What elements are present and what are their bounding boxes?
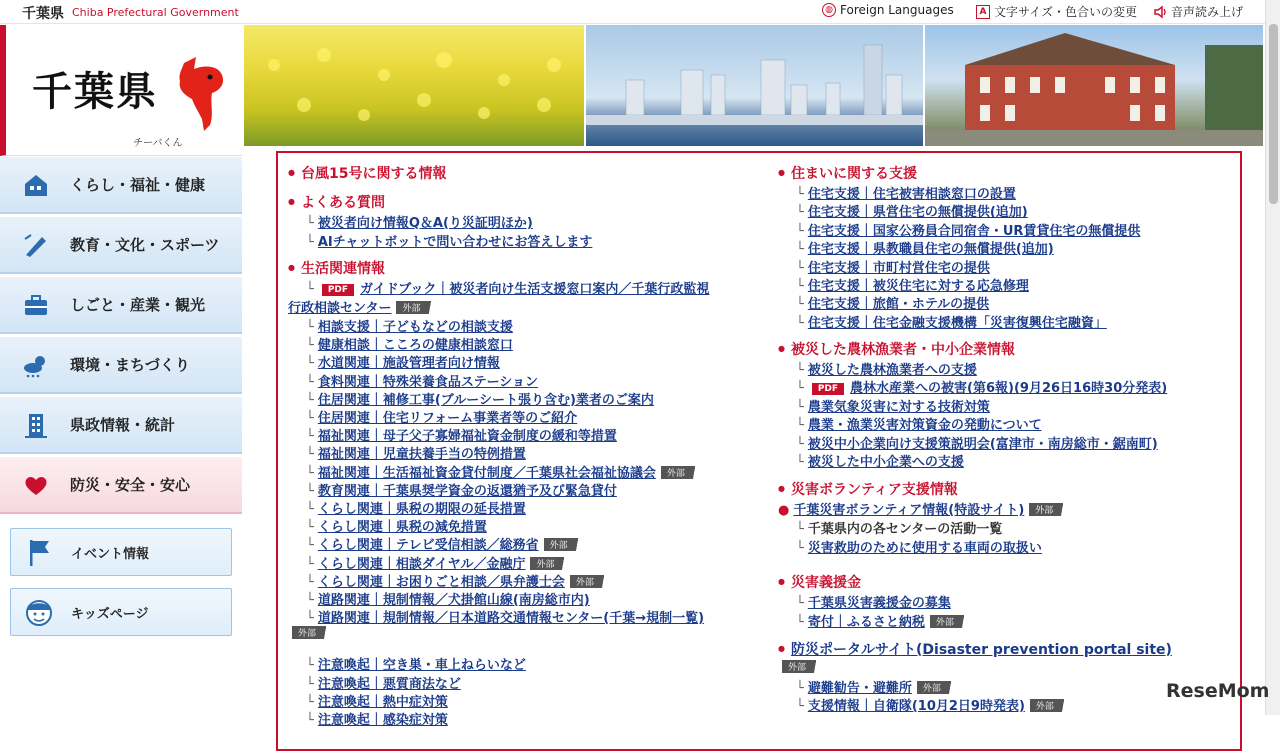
tree-branch: └ [306, 429, 314, 445]
resemom-watermark [1166, 680, 1269, 702]
volunteer-sub-text: 千葉県内の各センターの活動一覧 [807, 522, 1003, 537]
disaster-info-panel [276, 151, 1242, 751]
flag-icon [23, 536, 55, 568]
tree-branch: └ [796, 418, 804, 434]
housing-support-item-link[interactable]: 住宅支援｜国家公務員合同宿舎・UR賃貸住宅の無償提供 [807, 223, 1141, 239]
tree-branch: └ [796, 436, 804, 452]
agri-support-item[interactable] [796, 433, 1158, 452]
life-info-item[interactable] [306, 589, 590, 608]
donation-link[interactable]: 寄付｜ふるさと納税 [807, 615, 925, 630]
globe-icon: ◍ [822, 3, 836, 17]
mascot-name: チーバくん [133, 138, 183, 149]
portal-external [782, 660, 820, 675]
external-badge: 外部 [1030, 699, 1068, 712]
tree-branch: └ [306, 483, 314, 499]
volunteer-site-link[interactable]: 千葉災害ボランティア情報(特設サイト) [793, 503, 1025, 518]
guidebook-item-cont[interactable] [288, 297, 435, 316]
life-info-item-link[interactable]: 道路関連｜規制情報／日本道路交通情報センター(千葉→規制一覧) [317, 611, 705, 627]
portal-item[interactable]: └ 支援情報｜自衛隊(10月2日9時発表) 外部 [796, 695, 1068, 714]
rapeseed-flowers-decoration [244, 25, 584, 146]
life-info-item[interactable] [306, 553, 568, 572]
pdf-badge: PDF [812, 383, 844, 395]
tree-branch: └ [306, 538, 314, 554]
road-info-external [292, 626, 330, 641]
house-icon [22, 171, 50, 199]
red-brick-building-decoration [925, 25, 1263, 146]
faq-link[interactable]: 被災者向け情報Q＆A(り災証明ほか) [317, 216, 533, 231]
life-info-item-link[interactable]: 住居関連｜補修工事(ブルーシート張り含む)業者のご案内 [317, 392, 654, 408]
portal-item[interactable]: └ 避難勧告・避難所 外部 [796, 677, 955, 696]
external-badge: 外部 [1029, 503, 1067, 516]
event-info-button[interactable] [10, 528, 232, 576]
life-info-item[interactable] [306, 534, 582, 553]
volunteer-site-item[interactable]: ● 千葉災害ボランティア情報(特設サイト) 外部 [778, 499, 1067, 518]
life-info-item[interactable] [306, 407, 577, 426]
life-info-item-link[interactable]: 福祉関連｜生活福祉資金貸付制度／千葉県社会福祉協議会 [317, 465, 656, 481]
volunteer-sub-link[interactable]: 災害救助のために使用する車両の取扱い [807, 541, 1042, 556]
rapeseed-field-photo [244, 25, 584, 146]
life-info-item[interactable] [306, 607, 704, 626]
historic-building-photo [925, 25, 1263, 146]
typhoon-info-heading[interactable]: ● 台風15号に関する情報 [288, 163, 446, 183]
tree-branch: └ [796, 223, 804, 239]
life-info-item-link[interactable]: 食料関連｜特殊栄養食品ステーション [317, 374, 539, 390]
city-skyline-photo [586, 25, 923, 146]
tree-branch: └ [796, 297, 804, 313]
pref-name-en: Chiba Prefectural Government [72, 6, 239, 19]
housing-support-item[interactable] [796, 220, 1140, 239]
tree-branch: └ [796, 187, 804, 202]
tree-branch: └ [306, 502, 314, 517]
tree-branch: └ [306, 320, 314, 335]
external-badge: 外部 [530, 557, 568, 570]
life-info-item[interactable] [306, 352, 500, 371]
portal-sub-link[interactable]: 支援情報｜自衛隊(10月2日9時発表) [807, 699, 1025, 714]
housing-support-item[interactable] [796, 293, 989, 312]
event-info-label: イベント情報 [71, 546, 150, 562]
chiba-kun-mascot-icon [174, 55, 226, 133]
life-info-item-link[interactable]: 水道関連｜施設管理者向け情報 [317, 356, 500, 372]
weather-icon [22, 351, 50, 379]
briefcase-icon [22, 291, 50, 319]
agri-support-item-link[interactable]: 被災中小企業向け支援策説明会(富津市・南房総市・鋸南町) [807, 436, 1158, 452]
faq-item[interactable]: └ AIチャットボットで問い合わせにお答えします [306, 235, 593, 250]
tree-branch: └ [306, 556, 314, 572]
watermark-text: ReseMom [1166, 680, 1270, 702]
scrollbar-thumb[interactable] [1269, 24, 1278, 204]
nav-label: しごと・産業・観光 [70, 296, 206, 314]
pdf-badge: PDF [322, 284, 354, 296]
agri-sme-heading: ● 被災した農林漁業者・中小企業情報 [778, 339, 1015, 359]
housing-support-item[interactable] [796, 275, 1029, 294]
donation-item[interactable]: └ 寄付｜ふるさと納税 外部 [796, 611, 968, 630]
foreign-languages-link[interactable] [822, 3, 954, 17]
life-info-item[interactable] [306, 480, 617, 499]
tree-branch: └ [796, 260, 804, 276]
nav-label: 防災・安全・安心 [70, 476, 191, 494]
kid-face-icon [23, 596, 55, 628]
foreign-languages-label: Foreign Languages [840, 3, 954, 17]
volunteer-heading: ● 災害ボランティア支援情報 [778, 479, 958, 499]
external-badge: 外部 [917, 681, 955, 694]
agri-support-item[interactable] [796, 377, 1167, 396]
caution-item[interactable]: └ 注意喚起｜感染症対策 [306, 713, 448, 728]
nav-label: 環境・まちづくり [70, 356, 190, 374]
donation-item[interactable]: └ 千葉県災害義援金の募集 [796, 596, 951, 611]
life-info-item[interactable] [306, 498, 526, 517]
tree-branch: └ [306, 374, 314, 390]
tree-branch: └ [306, 611, 314, 627]
volunteer-sub-item: └ 千葉県内の各センターの活動一覧 [796, 522, 1003, 537]
housing-support-item-link[interactable]: 住宅支援｜被災住宅に対する応急修理 [807, 279, 1029, 294]
portal-link[interactable]: 防災ポータルサイト(Disaster prevention portal site) [790, 642, 1172, 658]
font-size-color-link[interactable] [976, 3, 1137, 20]
pen-icon [22, 231, 50, 259]
donation-link[interactable]: 千葉県災害義援金の募集 [807, 596, 951, 611]
font-size-color-label: 文字サイズ・色合いの変更 [994, 5, 1138, 19]
tree-branch: └ [306, 520, 314, 536]
top-bar [0, 0, 1265, 24]
external-badge: 外部 [661, 466, 699, 479]
kids-page-label: キッズページ [71, 606, 149, 622]
tree-branch: └ [306, 356, 314, 372]
nav-work-industry-tourism[interactable] [0, 276, 242, 334]
agri-support-item-link[interactable]: 農業気象災害に対する技術対策 [807, 399, 990, 415]
housing-support-item-link[interactable]: 住宅支援｜住宅被害相談窓口の設置 [807, 187, 1016, 202]
life-info-item-link[interactable]: くらし関連｜相談ダイヤル／金融庁 [317, 556, 526, 572]
external-badge: 外部 [570, 575, 608, 588]
agri-support-item-link[interactable]: 農林水産業への被害(第6報)(9月26日16時30分発表) [850, 381, 1168, 397]
agri-support-item[interactable] [796, 359, 977, 378]
housing-support-item-link[interactable]: 住宅支援｜住宅金融支援機構「災害復興住宅融資」 [807, 315, 1107, 331]
vertical-scrollbar[interactable] [1265, 0, 1280, 715]
housing-support-item[interactable] [796, 312, 1107, 331]
read-aloud-link[interactable] [1153, 3, 1243, 20]
life-info-item-link[interactable]: 住居関連｜住宅リフォーム事業者等のご紹介 [317, 411, 578, 426]
nav-label: 教育・文化・スポーツ [70, 236, 220, 254]
kids-page-button[interactable] [10, 588, 232, 636]
speaker-icon [1153, 5, 1167, 19]
nav-environment-town[interactable] [0, 336, 242, 394]
tree-branch: └ [796, 381, 804, 397]
housing-support-heading: ● 住まいに関する支援 [778, 163, 917, 183]
external-badge: 外部 [782, 660, 820, 673]
building-icon [22, 411, 50, 439]
faq-heading: ● よくある質問 [288, 192, 385, 212]
nav-label: くらし・福祉・健康 [70, 176, 206, 194]
guidebook-item[interactable]: └ PDF ガイドブック｜被災者向け生活支援窓口案内／千葉行政監視 [306, 282, 710, 297]
housing-support-item[interactable] [796, 238, 1054, 257]
volunteer-sub-item[interactable]: └ 災害救助のために使用する車両の取扱い [796, 541, 1042, 556]
housing-support-item[interactable] [796, 257, 990, 276]
heart-icon [22, 471, 50, 499]
life-info-item-link[interactable]: くらし関連｜お困りごと相談／県弁護士会 [317, 574, 565, 590]
tree-branch: └ [306, 411, 314, 426]
life-info-item-link[interactable]: くらし関連｜県税の期限の延長措置 [317, 502, 526, 517]
caution-link[interactable]: 注意喚起｜感染症対策 [317, 713, 448, 728]
tree-branch: └ [306, 465, 314, 481]
life-info-item[interactable] [306, 443, 526, 462]
housing-support-item[interactable] [796, 183, 1016, 202]
agri-support-item-link[interactable]: 被災した中小企業への支援 [807, 455, 964, 470]
faq-link[interactable]: AIチャットボットで問い合わせにお答えします [317, 235, 593, 250]
portal-sub-link[interactable]: 避難勧告・避難所 [807, 681, 912, 696]
sidebar [0, 156, 242, 715]
tree-branch: └ [306, 593, 314, 608]
caution-item[interactable]: └ 注意喚起｜空き巣・車上ねらいなど [306, 658, 526, 673]
housing-support-item-link[interactable]: 住宅支援｜旅館・ホテルの提供 [807, 297, 990, 313]
skyline-buildings-decoration [586, 25, 923, 146]
caution-item[interactable]: └ 注意喚起｜熱中症対策 [306, 695, 448, 710]
life-info-item-link[interactable]: 福祉関連｜母子父子寡婦福祉資金制度の緩和等措置 [317, 429, 617, 445]
housing-support-item-link[interactable]: 住宅支援｜市町村営住宅の提供 [807, 260, 990, 276]
nav-education-culture-sports[interactable] [0, 216, 242, 274]
life-info-item[interactable] [306, 371, 538, 390]
external-badge: 外部 [396, 301, 434, 314]
agri-support-item-link[interactable]: 農業・漁業災害対策資金の発動について [807, 418, 1042, 434]
tree-branch: └ [796, 279, 804, 294]
life-info-item-link[interactable]: 教育関連｜千葉県奨学資金の返還猶予及び緊急貸付 [317, 483, 617, 499]
logo-text: 千葉県 [32, 68, 158, 115]
faq-item[interactable]: └ 被災者向け情報Q＆A(り災証明ほか) [306, 216, 533, 231]
tree-branch: └ [796, 455, 804, 470]
life-info-item[interactable] [306, 462, 699, 481]
tree-branch: └ [306, 574, 314, 590]
caution-link[interactable]: 注意喚起｜空き巣・車上ねらいなど [317, 658, 526, 673]
agri-support-item[interactable] [796, 451, 964, 470]
guidebook-link[interactable]: ガイドブック｜被災者向け生活支援窓口案内／千葉行政監視 [360, 282, 710, 297]
tree-branch: └ [796, 242, 804, 258]
life-info-item[interactable] [306, 316, 513, 335]
agri-support-item[interactable] [796, 414, 1042, 433]
housing-support-item[interactable] [796, 201, 1028, 220]
caution-link[interactable]: 注意喚起｜悪質商法など [317, 677, 461, 692]
nav-label: 県政情報・統計 [70, 416, 176, 434]
donation-heading: ● 災害義援金 [778, 572, 861, 592]
pref-name-small: 千葉県 [22, 6, 64, 22]
tree-branch: └ [306, 392, 314, 408]
read-aloud-label: 音声読み上げ [1171, 5, 1244, 19]
housing-support-item-link[interactable]: 住宅支援｜県営住宅の無償提供(追加) [807, 205, 1028, 221]
life-info-item[interactable] [306, 389, 654, 408]
life-info-item[interactable] [306, 516, 487, 535]
tree-branch: └ [796, 399, 804, 415]
agri-support-item-link[interactable]: 被災した農林漁業者への支援 [807, 363, 977, 378]
housing-support-item-link[interactable]: 住宅支援｜県教職員住宅の無償提供(追加) [807, 242, 1054, 258]
banner [244, 25, 1263, 146]
caution-link[interactable]: 注意喚起｜熱中症対策 [317, 695, 448, 710]
life-info-item-link[interactable]: くらし関連｜県税の減免措置 [317, 520, 487, 536]
guidebook-link-cont[interactable]: 行政相談センター [288, 301, 392, 316]
agri-support-item[interactable] [796, 396, 990, 415]
portal-heading[interactable] [778, 639, 1172, 659]
site-logo[interactable] [0, 25, 242, 156]
nav-living-welfare-health[interactable] [0, 156, 242, 214]
tree-branch: └ [306, 447, 314, 463]
life-info-item-link[interactable]: 福祉関連｜児童扶養手当の特例措置 [317, 447, 526, 463]
life-info-item[interactable] [306, 571, 608, 590]
life-info-heading: ● 生活関連情報 [288, 258, 385, 278]
life-info-item[interactable] [306, 425, 617, 444]
life-info-item-link[interactable]: 健康相談｜こころの健康相談窓口 [317, 338, 513, 354]
life-info-item-link[interactable]: くらし関連｜テレビ受信相談／総務省 [317, 538, 539, 554]
nav-disaster-safety[interactable] [0, 456, 242, 514]
external-badge: 外部 [292, 626, 330, 639]
tree-branch: └ [796, 315, 804, 331]
nav-prefectural-info-stats[interactable] [0, 396, 242, 454]
life-info-item[interactable] [306, 334, 513, 353]
font-size-icon: A [976, 5, 990, 19]
external-badge: 外部 [544, 538, 582, 551]
life-info-item-link[interactable]: 相談支援｜子どもなどの相談支援 [317, 320, 513, 335]
external-badge: 外部 [930, 615, 968, 628]
tree-branch: └ [306, 338, 314, 354]
caution-item[interactable]: └ 注意喚起｜悪質商法など [306, 677, 461, 692]
life-info-item-link[interactable]: 道路関連｜規制情報／犬掛館山線(南房総市内) [317, 593, 590, 608]
tree-branch: └ [796, 205, 804, 221]
tree-branch: └ [796, 363, 804, 378]
